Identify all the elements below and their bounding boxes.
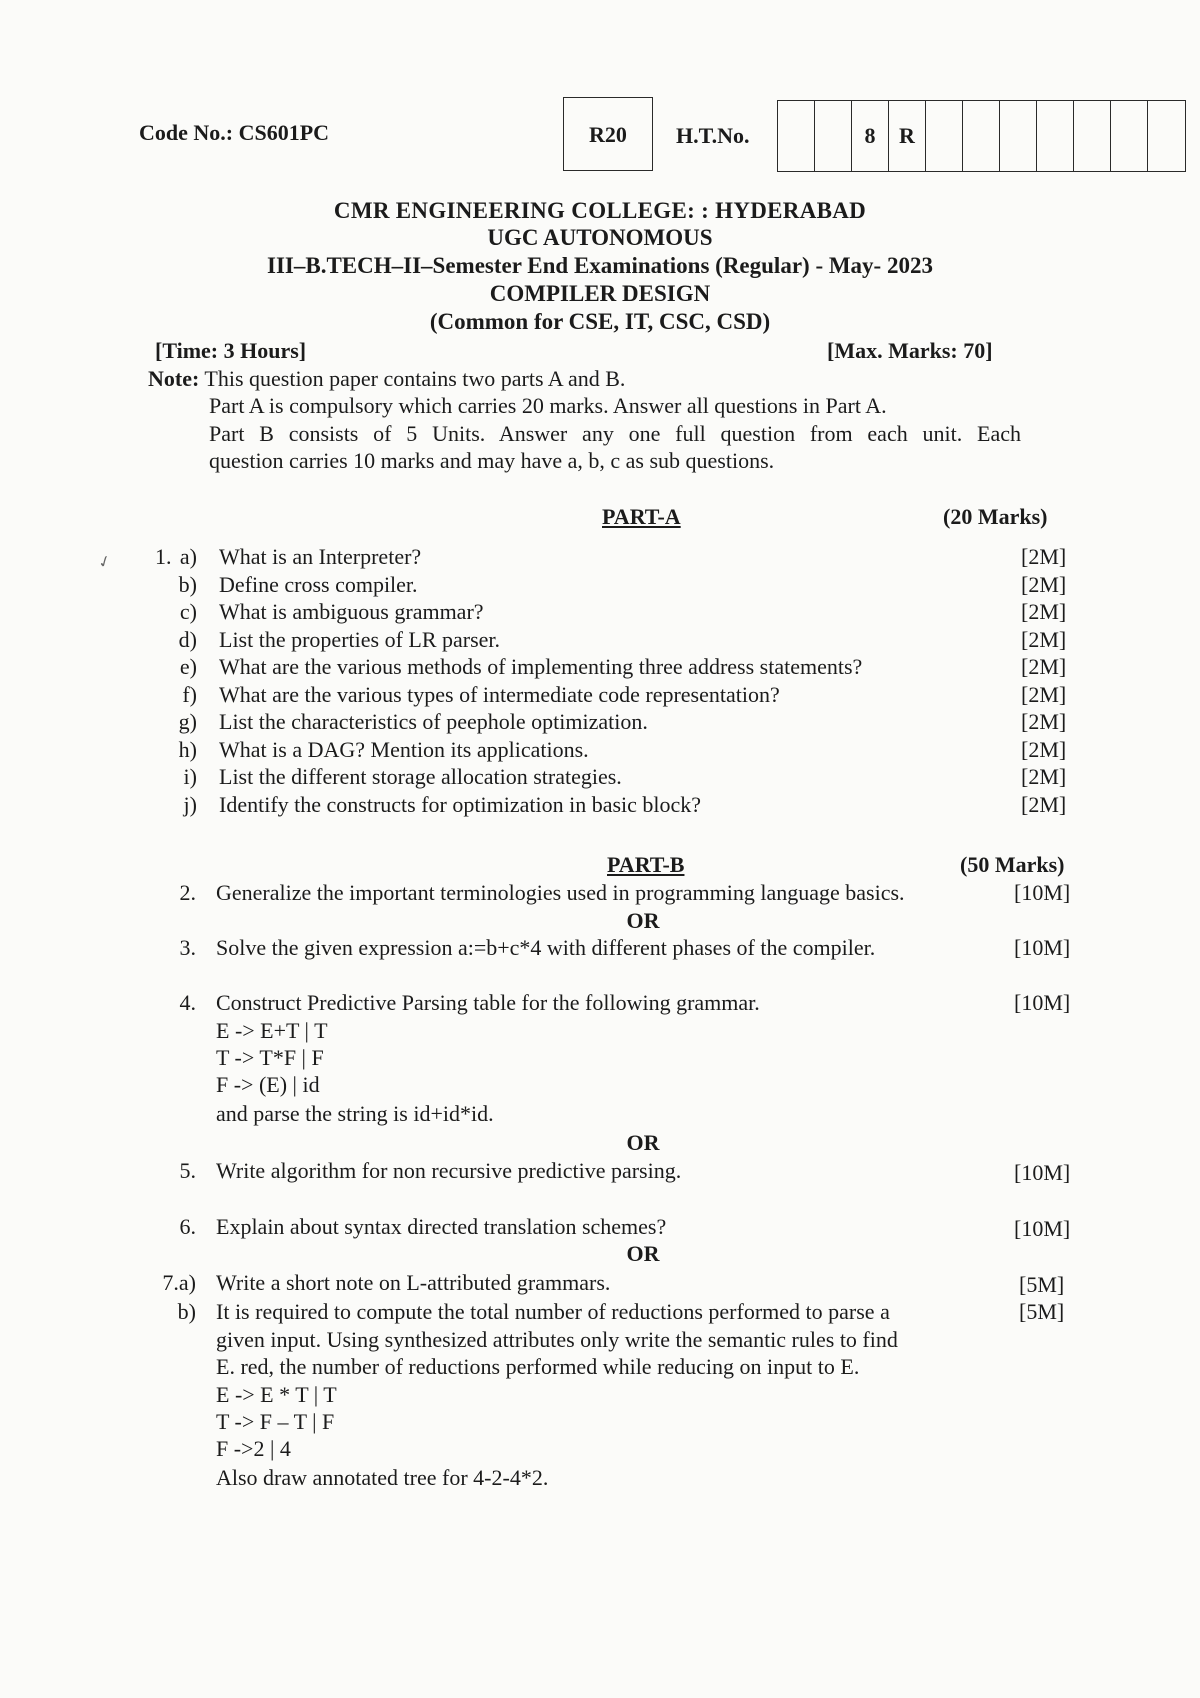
hall-ticket-cell	[1148, 101, 1185, 171]
part-a-question-text: What are the various methods of implementing three address statements?	[219, 654, 863, 679]
hall-ticket-cell	[1037, 101, 1074, 171]
part-a-marks: (20 Marks)	[943, 504, 1048, 529]
exam-time: [Time: 3 Hours]	[155, 338, 307, 363]
part-a-question-text: List the properties of LR parser.	[219, 626, 501, 652]
q6-marks: [10M]	[1014, 1216, 1071, 1241]
part-a-question-text: What are the various types of intermediate code representation?	[219, 681, 780, 707]
part-a-question-label: e)	[179, 654, 197, 679]
part-a-question-label: i)	[183, 764, 197, 789]
part-b-title: PART-B	[607, 852, 685, 877]
hall-ticket-cell	[1000, 101, 1037, 171]
note-line-4: question carries 10 marks and may have a, b, c as sub questions.	[209, 448, 775, 473]
q6-text: Explain about syntax directed translation schemes?	[216, 1214, 667, 1239]
q7b-grammar-rule-3: F ->2 | 4	[216, 1436, 291, 1461]
note-text: This question paper contains two parts A and B.	[204, 366, 626, 391]
part-a-question-text: List the characteristics of peephole optimization.	[219, 709, 648, 734]
part-a-question-marks: [2M]	[1021, 626, 1067, 652]
part-a-title: PART-A	[602, 504, 681, 529]
part-a-question-marks: [2M]	[1021, 654, 1067, 679]
part-a-question-text: Identify the constructs for optimization in basic block?	[219, 791, 702, 817]
part-a-question-marks: [2M]	[1021, 764, 1067, 789]
hall-ticket-cell	[778, 101, 815, 171]
part-a-question-label: h)	[178, 736, 197, 762]
q7b-line-2: given input. Using synthesized attributes only write the semantic rules to find	[216, 1327, 898, 1352]
part-a-question-label: b)	[178, 571, 197, 597]
q7b-line-1: It is required to compute the total number of reductions performed to parse a	[216, 1299, 890, 1324]
part-a-question-label: f)	[182, 681, 197, 707]
hall-ticket-cell	[1111, 101, 1148, 171]
regulation-code: R20	[589, 122, 627, 147]
q4-grammar-rule-2: T -> T*F | F	[216, 1045, 324, 1070]
q7a-text: Write a short note on L-attributed grammars.	[216, 1270, 611, 1295]
q7b-marks: [5M]	[1019, 1299, 1065, 1324]
q4-grammar-rule-1: E -> E+T | T	[216, 1018, 328, 1043]
hall-ticket-cell	[926, 101, 963, 171]
q4-marks: [10M]	[1014, 990, 1071, 1015]
q4-number: 4.	[179, 990, 196, 1015]
q6-number: 6.	[179, 1214, 196, 1239]
q7b-annotated-tree: Also draw annotated tree for 4-2-4*2.	[216, 1465, 549, 1490]
note-label: Note:	[148, 366, 200, 391]
part-a-question-text: What is a DAG? Mention its applications.	[219, 736, 589, 762]
hall-ticket-label: H.T.No.	[676, 123, 750, 148]
q4-grammar-rule-3: F -> (E) | id	[216, 1072, 320, 1097]
part-a-question-label: g)	[178, 709, 197, 734]
part-a-question-marks: [2M]	[1021, 544, 1067, 569]
q2-number: 2.	[179, 880, 196, 905]
subject-title: COMPILER DESIGN	[489, 281, 711, 306]
q7b-grammar-rule-2: T -> F – T | F	[216, 1409, 335, 1434]
part-a-question-text: List the different storage allocation strategies.	[219, 764, 622, 789]
q3-text: Solve the given expression a:=b+c*4 with different phases of the compiler.	[216, 935, 876, 960]
q3-marks: [10M]	[1014, 935, 1071, 960]
part-a-question-marks: [2M]	[1021, 599, 1067, 624]
code-number: Code No.: CS601PC	[139, 120, 330, 145]
q7b-grammar-rule-1: E -> E * T | T	[216, 1382, 337, 1407]
hall-ticket-cell	[815, 101, 852, 171]
q2-marks: [10M]	[1014, 880, 1071, 905]
autonomous-status: UGC AUTONOMOUS	[487, 225, 713, 250]
part-a-question-marks: [2M]	[1021, 791, 1067, 817]
or-separator-1: OR	[626, 908, 660, 933]
part-a-question-marks: [2M]	[1021, 681, 1067, 707]
q7a-marks: [5M]	[1019, 1272, 1065, 1297]
part-a-question-marks: [2M]	[1021, 571, 1067, 597]
or-separator-3: OR	[626, 1241, 660, 1266]
hall-ticket-cell: R	[889, 101, 926, 171]
exam-title: III–B.TECH–II–Semester End Examinations (Regular) - May- 2023	[267, 253, 933, 278]
common-branches: (Common for CSE, IT, CSC, CSD)	[429, 309, 771, 334]
or-separator-2: OR	[626, 1130, 660, 1155]
part-a-question-marks: [2M]	[1021, 709, 1067, 734]
part-a-question-label: c)	[179, 599, 197, 624]
q2-text: Generalize the important terminologies used in programming language basics.	[216, 880, 905, 905]
part-a-question-marks: [2M]	[1021, 736, 1067, 762]
note-line-3: Part B consists of 5 Units. Answer any one full question from each unit. Each	[209, 421, 1021, 446]
hall-ticket-cell	[1074, 101, 1111, 171]
hall-ticket-cell	[963, 101, 1000, 171]
hall-ticket-cell: 8	[852, 101, 889, 171]
part-a-question-text: Define cross compiler.	[219, 571, 418, 597]
q4-parse-string: and parse the string is id+id*id.	[216, 1101, 494, 1126]
part-a-question-text: What is an Interpreter?	[219, 544, 422, 569]
part-b-marks: (50 Marks)	[960, 852, 1065, 877]
max-marks: [Max. Marks: 70]	[827, 338, 993, 363]
question-1-number: 1.	[155, 544, 172, 569]
q7b-number: b)	[177, 1299, 196, 1324]
part-a-question-text: What is ambiguous grammar?	[219, 599, 484, 624]
q7a-number: 7.a)	[162, 1270, 196, 1295]
q5-text: Write algorithm for non recursive predictive parsing.	[216, 1158, 682, 1183]
college-name: CMR ENGINEERING COLLEGE: : HYDERABAD	[333, 198, 867, 223]
hall-ticket-number-boxes	[777, 100, 1186, 172]
q5-marks: [10M]	[1014, 1160, 1071, 1185]
q5-number: 5.	[179, 1158, 196, 1183]
part-a-question-label: a)	[179, 544, 197, 569]
q3-number: 3.	[179, 935, 196, 960]
pen-tick-mark: ✓	[95, 552, 115, 573]
part-a-question-label: d)	[178, 626, 197, 652]
part-a-question-label: j)	[183, 791, 197, 817]
q4-text: Construct Predictive Parsing table for the following grammar.	[216, 990, 760, 1015]
note-line-2: Part A is compulsory which carries 20 marks. Answer all questions in Part A.	[209, 393, 887, 418]
q7b-line-3: E. red, the number of reductions performed while reducing on input to E.	[216, 1354, 860, 1379]
note-line-1	[148, 366, 625, 392]
